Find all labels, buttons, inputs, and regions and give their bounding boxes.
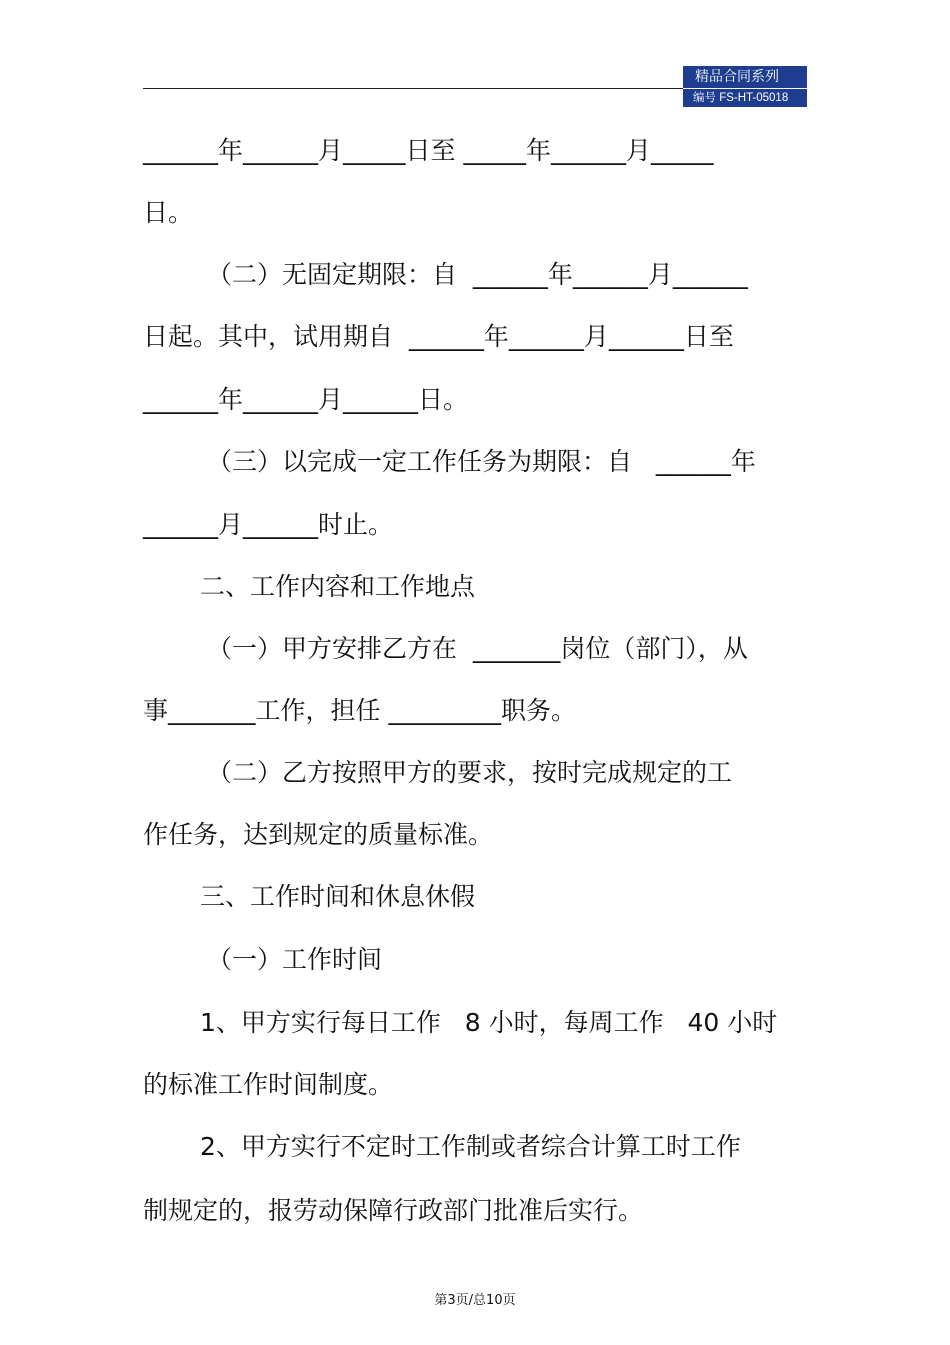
- badge-document-code: 编号 FS-HT-05018: [693, 92, 789, 104]
- body-line: 日。: [143, 198, 194, 227]
- body-line: 作任务，达到规定的质量标准。: [143, 820, 494, 849]
- body-line: 2、甲方实行不定时工作制或者综合计算工时工作: [200, 1132, 741, 1161]
- page-number: 第3页/总10页: [434, 1293, 516, 1308]
- body-line: （二）乙方按照甲方的要求，按时完成规定的工: [207, 758, 733, 787]
- section-heading: 三、工作时间和休息休假: [200, 882, 476, 911]
- body-line: 日起。其中，试用期自 ______年______月______日至: [143, 322, 734, 351]
- section-heading: 二、工作内容和工作地点: [200, 572, 476, 601]
- subsection-heading: （一）工作时间: [207, 945, 383, 974]
- body-line: ______年______月______日。: [143, 385, 469, 414]
- body-line: 1、甲方实行每日工作 8 小时，每周工作 40 小时: [200, 1008, 778, 1037]
- body-line: （二）无固定期限：自 ______年______月______: [207, 260, 748, 289]
- badge-divider: [683, 88, 807, 89]
- contract-series-badge: [683, 66, 807, 107]
- body-line: 事_______工作，担任 _________职务。: [143, 696, 576, 725]
- body-line: （一）甲方安排乙方在 _______岗位（部门），从: [207, 634, 748, 663]
- body-line: ______月______时止。: [143, 510, 394, 539]
- body-line: 制规定的，报劳动保障行政部门批准后实行。: [143, 1196, 644, 1225]
- header-rule: [143, 88, 683, 89]
- body-line: ______年______月_____日至 _____年______月_____: [143, 136, 714, 165]
- body-line: 的标准工作时间制度。: [143, 1070, 394, 1099]
- badge-series-label: 精品合同系列: [695, 69, 779, 85]
- body-line: （三）以完成一定工作任务为期限：自 ______年: [207, 447, 756, 476]
